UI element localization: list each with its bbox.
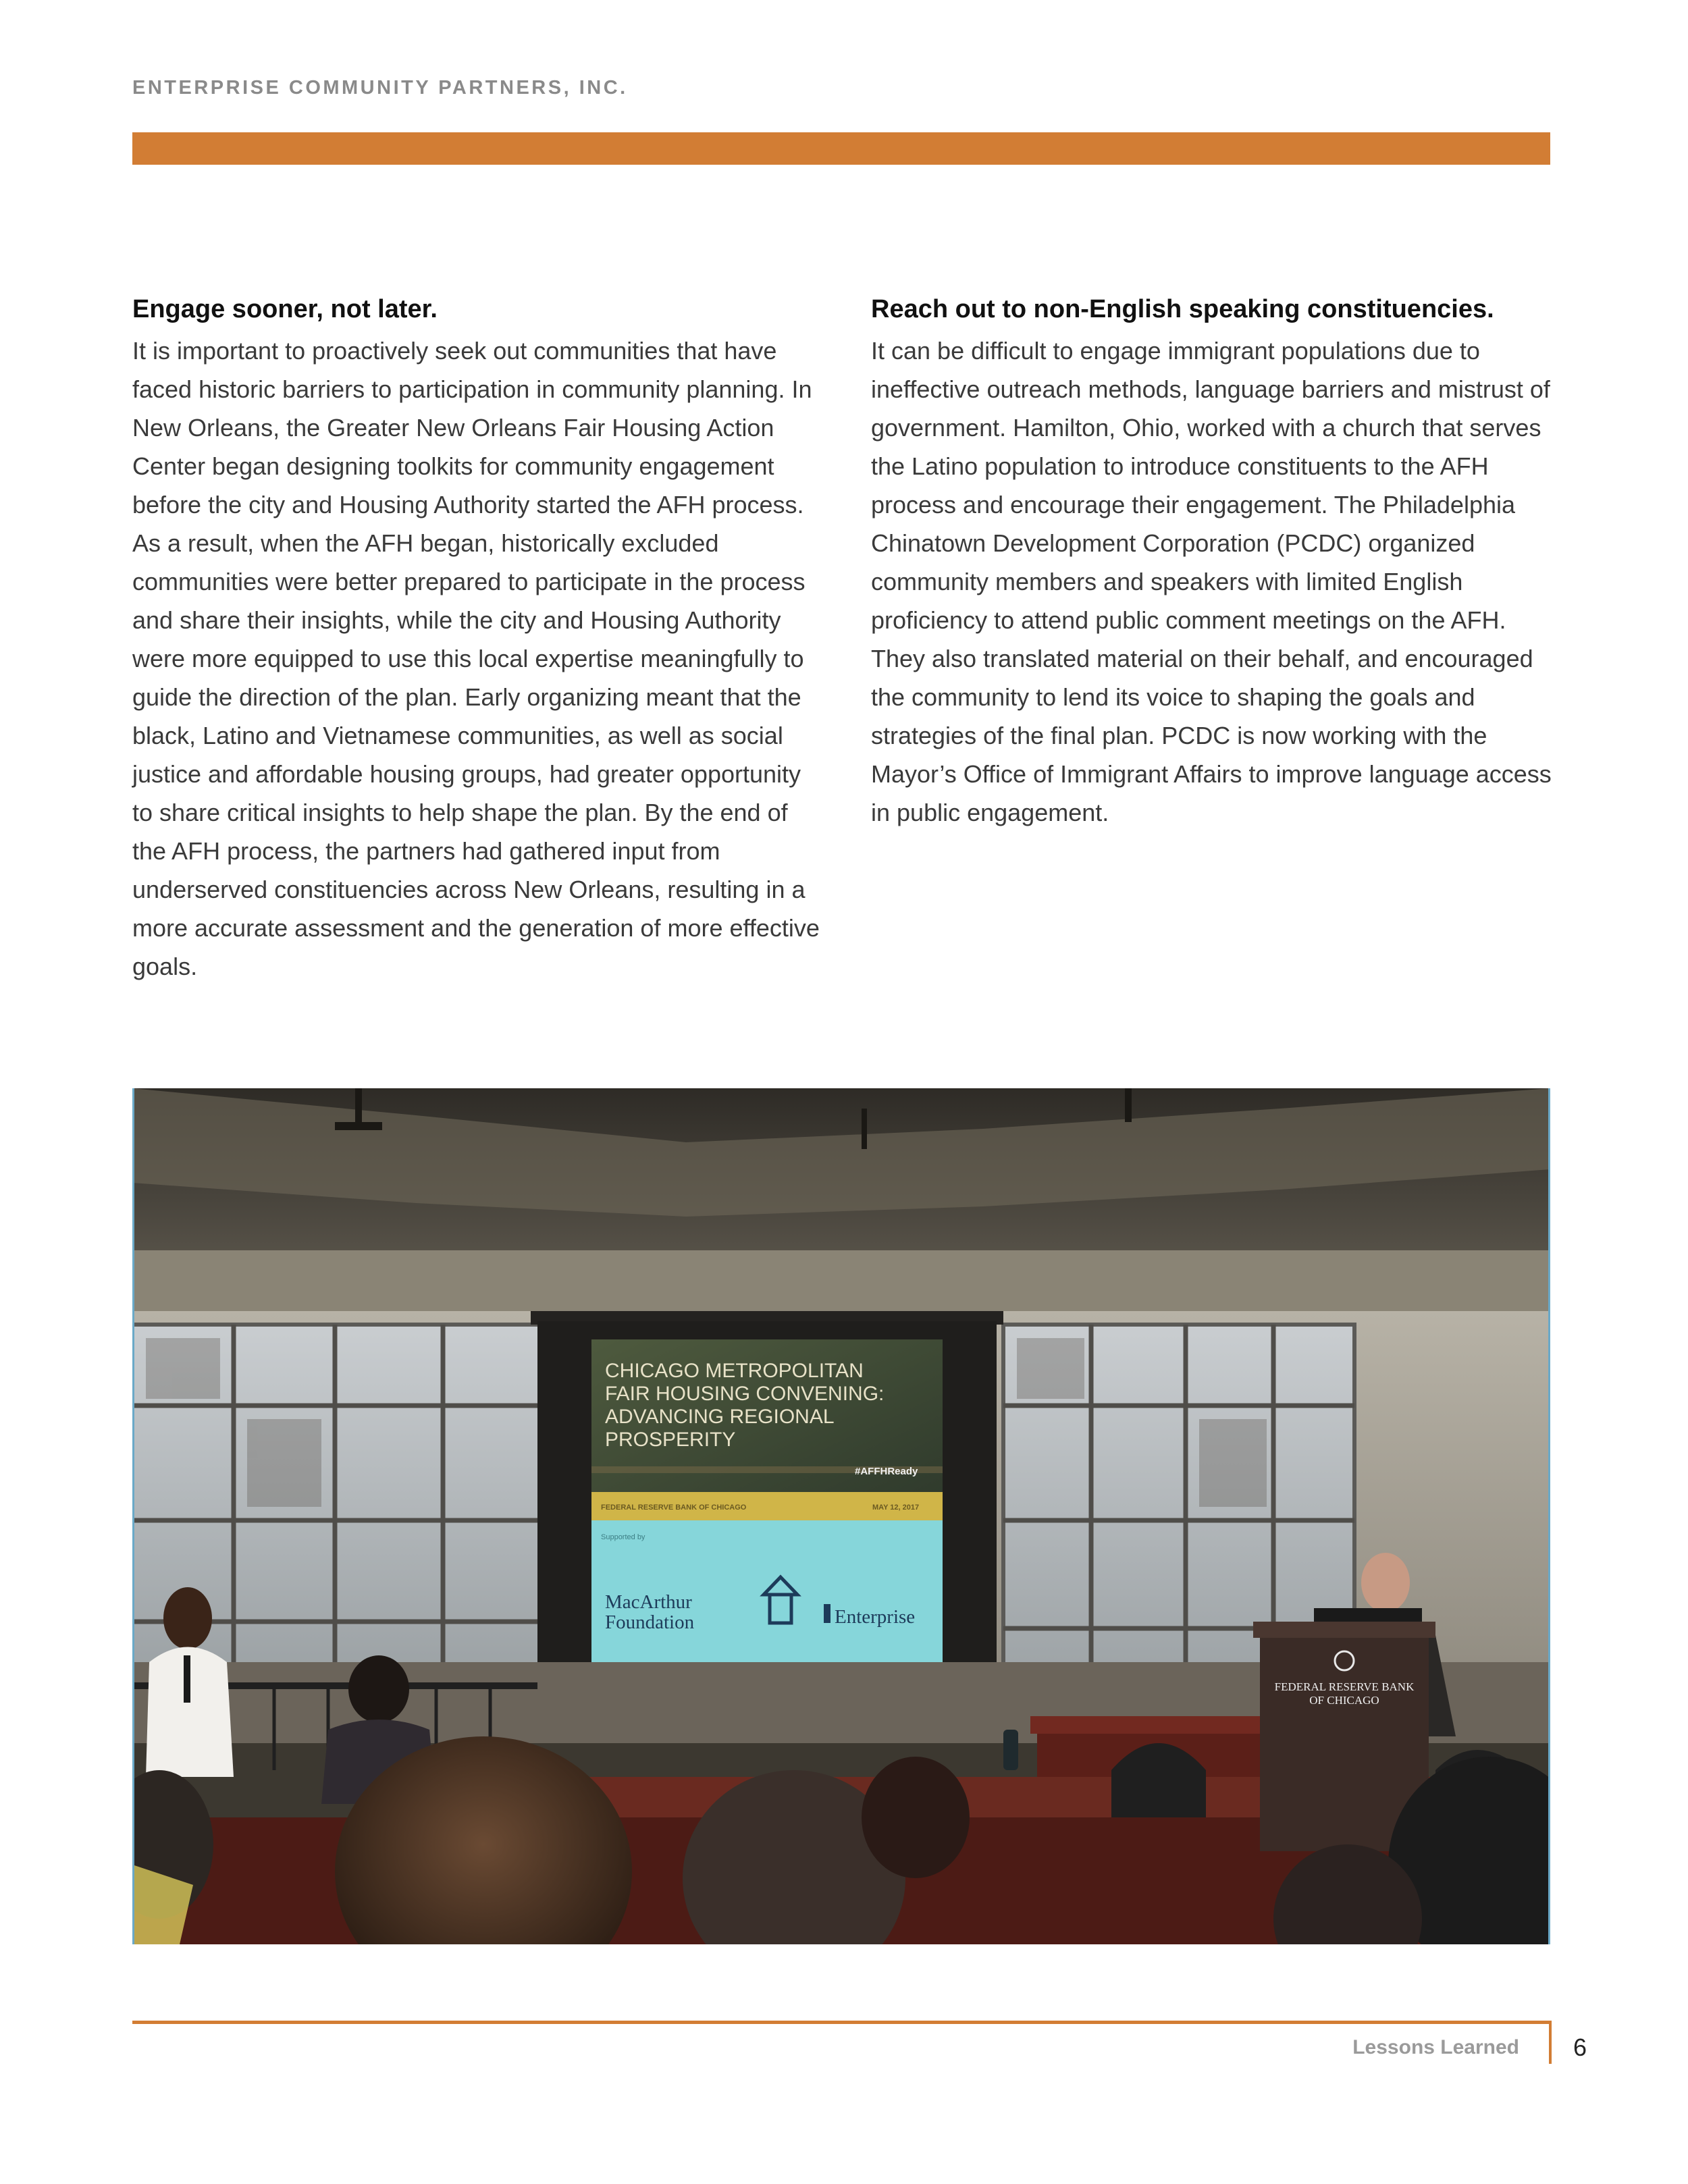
slide-title-line-1: CHICAGO METROPOLITAN — [605, 1360, 864, 1382]
section-body-engage: It is important to proactively seek out communities that have faced historic barriers to participation in community planning. In New Orleans, the Greater New Orleans Fair Housing Action Center began designing toolkits for community engagement before the city and Housing Authority started the AFH process. As a result, when the AFH began, historically excluded communities were better prepared to participate in the process and share their insights, while the city and Housing Authority were more equipped to use this local expertise meaningfully to guide the direction of the plan. Early organizing meant that the black, Latino and Vietnamese communities, as well as social justice and affordable housing groups, had greater opportunity to share critical insights to help shape the plan. By the end of the AFH process, the partners had gathered input from underserved constituencies across New Orleans, resulting in a more accurate assessment and the generation of more effective goals. — [132, 337, 820, 980]
slide-macarthur-line-2: Foundation — [605, 1612, 695, 1633]
slide-title-line-4: PROSPERITY — [605, 1429, 736, 1451]
slide-enterprise-logo: Enterprise — [835, 1606, 916, 1628]
conference-photo — [132, 1088, 1550, 1944]
page-number: 6 — [1573, 2033, 1587, 2061]
footer-accent-line — [132, 2021, 1550, 2024]
enterprise-mark-icon — [824, 1604, 830, 1623]
left-column — [132, 290, 821, 986]
slide-macarthur-line-1: MacArthur — [605, 1591, 692, 1613]
slide-title-line-3: ADVANCING REGIONAL — [605, 1406, 835, 1428]
slide-band-right: MAY 12, 2017 — [872, 1503, 920, 1512]
footer-separator — [1549, 2021, 1552, 2064]
header-accent-bar — [132, 132, 1550, 165]
section-heading-outreach: Reach out to non-English speaking constituencies. — [871, 295, 1494, 323]
slide-hashtag: #AFFHReady — [855, 1466, 918, 1477]
podium-sign-line-1: FEDERAL RESERVE BANK — [1274, 1680, 1415, 1693]
slide-title-line-2: FAIR HOUSING CONVENING: — [605, 1383, 885, 1405]
podium-sign-line-2: OF CHICAGO — [1309, 1694, 1379, 1707]
slide-band-left: FEDERAL RESERVE BANK OF CHICAGO — [601, 1503, 747, 1512]
section-heading-engage: Engage sooner, not later. — [132, 295, 438, 323]
organization-name: ENTERPRISE COMMUNITY PARTNERS, INC. — [132, 77, 628, 99]
slide-supported-by: Supported by — [601, 1533, 645, 1541]
right-column — [871, 290, 1553, 832]
section-body-outreach: It can be difficult to engage immigrant populations due to ineffective outreach methods, language barriers and mistrust of government. Hamilton, Ohio, worked with a church that serves the Latino population to introduce constituents to the AFH process and encourage their engagement. The Philadelphia Chinatown Development Corporation (PCDC) organized community members and speakers with limited English proficiency to attend public comment meetings on the AFH. They also translated material on their behalf, and encouraged the community to lend its voice to shaping the goals and strategies of the final plan. PCDC is now working with the Mayor’s Office of Immigrant Affairs to improve language access in public engagement. — [871, 337, 1552, 826]
footer-section-name: Lessons Learned — [1352, 2036, 1519, 2058]
